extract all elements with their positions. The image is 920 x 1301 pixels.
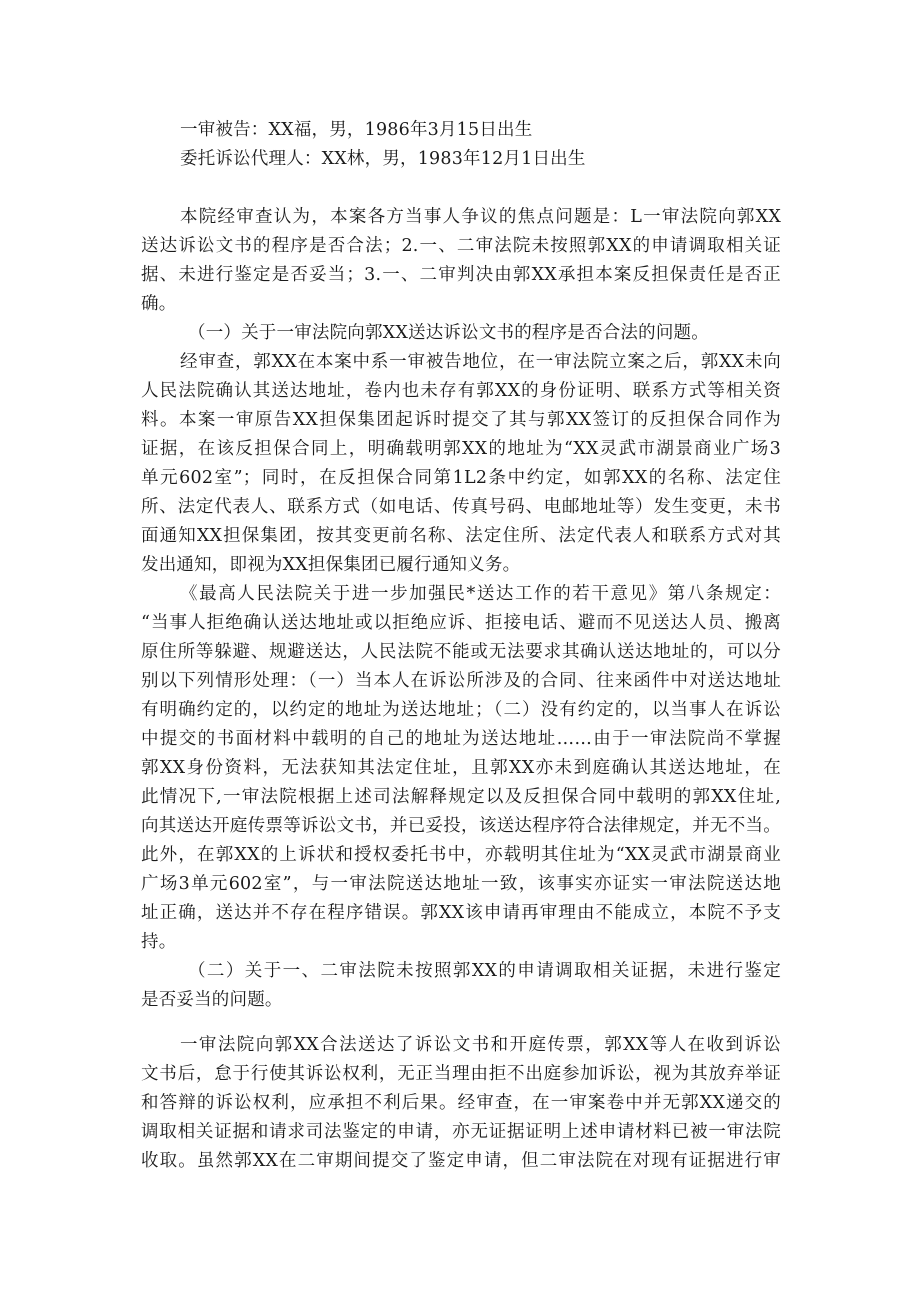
paragraph-line: 此外，在郭XX的上诉状和授权委托书中，亦载明其住址为“XX灵武市湖景商业	[141, 845, 781, 865]
paragraph-line: 料。本案一审原告XX担保集团起诉时提交了其与郭XX签订的反担保合同作为	[141, 410, 781, 430]
paragraph-line: 此情况下,一审法院根据上述司法解释规定以及反担保合同中载明的郭XX住址,	[141, 787, 781, 807]
agent-line: 委托诉讼代理人：XX林，男，1983年12月1日出生	[180, 149, 586, 169]
paragraph-line: 《最高人民法院关于进一步加强民*送达工作的若干意见》第八条规定：	[180, 584, 781, 604]
paragraph-line: 本院经审查认为，本案各方当事人争议的焦点问题是：L一审法院向郭XX	[180, 207, 781, 227]
section-heading-1: （一）关于一审法院向郭XX送达诉讼文书的程序是否合法的问题。	[188, 323, 709, 343]
paragraph-line: 和答辩的诉讼权利，应承担不利后果。经审查，在一审案卷中并无郭XX递交的	[141, 1093, 781, 1113]
paragraph-line: “当事人拒绝确认送达地址或以拒绝应诉、拒接电话、避而不见送达人员、搬离	[141, 613, 781, 633]
paragraph-line: 面通知XX担保集团，按其变更前名称、法定住所、法定代表人和联系方式对其	[141, 526, 781, 546]
paragraph-line: 收取。虽然郭XX在二审期间提交了鉴定申请，但二审法院在对现有证据进行审	[141, 1151, 781, 1171]
paragraph-line: 中提交的书面材料中载明的自己的地址为送达地址……由于一审法院尚不掌握	[141, 729, 781, 749]
paragraph-line: 证据，在该反担保合同上，明确载明郭XX的地址为“XX灵武市湖景商业广场3	[141, 439, 781, 459]
paragraph-line: 一审法院向郭XX合法送达了诉讼文书和开庭传票，郭XX等人在收到诉讼	[180, 1035, 781, 1055]
paragraph-line: 调取相关证据和请求司法鉴定的申请，亦无证据证明上述申请材料已被一审法院	[141, 1122, 781, 1142]
section-heading-2: （二）关于一、二审法院未按照郭XX的申请调取相关证据，未进行鉴定	[188, 961, 781, 981]
paragraph-line: 原住所等躲避、规避送达，人民法院不能或无法要求其确认送达地址的，可以分	[141, 642, 781, 662]
paragraph-line: 送达诉讼文书的程序是否合法；2.一、二审法院未按照郭XX的申请调取相关证	[141, 236, 781, 256]
paragraph-line: 有明确约定的，以约定的地址为送达地址；（二）没有约定的，以当事人在诉讼	[141, 700, 781, 720]
paragraph-line: 广场3单元602室”，与一审法院送达地址一致，该事实亦证实一审法院送达地	[141, 874, 781, 894]
paragraph-line: 别以下列情形处理：（一）当本人在诉讼所涉及的合同、往来函件中对送达地址	[141, 671, 781, 691]
paragraph-line: 单元602室”；同时，在反担保合同第1L2条中约定，如郭XX的名称、法定住	[141, 468, 781, 488]
paragraph-line: 郭XX身份资料，无法获知其法定住址，且郭XX亦未到庭确认其送达地址，在	[141, 758, 781, 778]
section-heading-2-cont: 是否妥当的问题。	[141, 990, 283, 1010]
paragraph-line: 文书后，怠于行使其诉讼权利，无正当理由拒不出庭参加诉讼，视为其放弃举证	[141, 1064, 781, 1084]
paragraph-line: 发出通知，即视为XX担保集团已履行通知义务。	[141, 555, 521, 575]
paragraph-line: 确。	[141, 294, 177, 314]
paragraph-line: 址正确，送达并不存在程序错误。郭XX该申请再审理由不能成立，本院不予支	[141, 903, 781, 923]
paragraph-line: 向其送达开庭传票等诉讼文书，并已妥投，该送达程序符合法律规定，并无不当。	[141, 816, 781, 836]
paragraph-line: 所、法定代表人、联系方式（如电话、传真号码、电邮地址等）发生变更，未书	[141, 497, 781, 517]
paragraph-line: 经审查，郭XX在本案中系一审被告地位，在一审法院立案之后，郭XX未向	[180, 352, 781, 372]
paragraph-line: 据、未进行鉴定是否妥当；3.一、二审判决由郭XX承担本案反担保责任是否正	[141, 265, 781, 285]
paragraph-line: 人民法院确认其送达地址，卷内也未存有郭XX的身份证明、联系方式等相关资	[141, 381, 781, 401]
paragraph-line: 持。	[141, 932, 177, 952]
defendant-line: 一审被告：XX福，男，1986年3月15日出生	[180, 120, 533, 140]
